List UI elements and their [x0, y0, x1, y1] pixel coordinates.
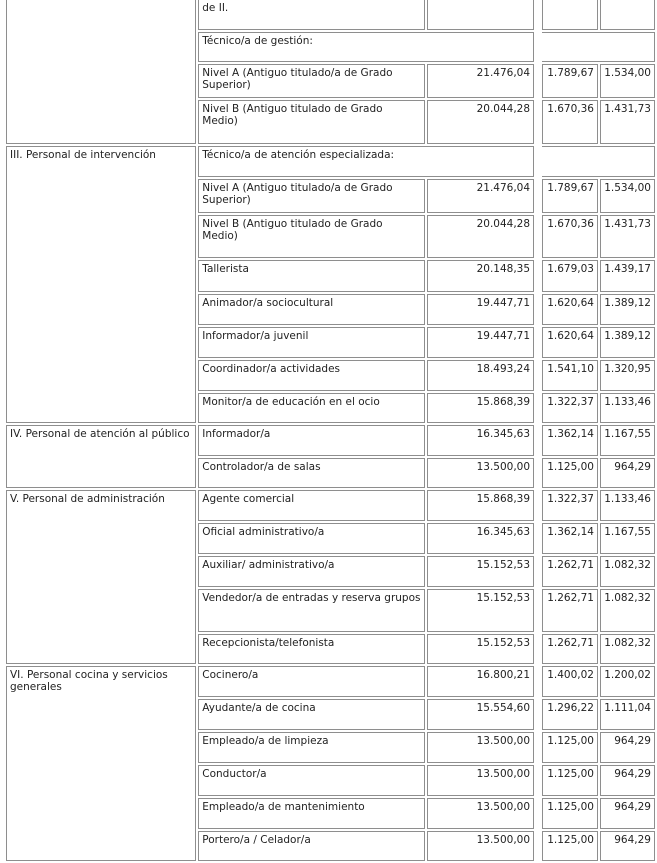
annual-salary-cell: 20.044,28 — [427, 100, 534, 144]
extra-pay-cell — [600, 0, 655, 30]
annual-salary-cell: 15.868,39 — [427, 393, 534, 423]
group-cell: VI. Personal cocina y servicios generales — [6, 666, 196, 861]
post-cell: Vendedor/a de entradas y reserva grupos — [198, 589, 425, 632]
post-cell: Nivel B (Antiguo titulado de Grado Medio) — [198, 100, 425, 144]
table-row — [6, 0, 655, 30]
monthly-salary-cell: 1.322,37 — [542, 490, 598, 521]
annual-salary-cell — [427, 0, 534, 30]
extra-pay-cell: 1.389,12 — [600, 327, 655, 358]
monthly-salary-cell: 1.322,37 — [542, 393, 598, 423]
post-cell: Recepcionista/telefonista — [198, 634, 425, 664]
monthly-salary-cell: 1.620,64 — [542, 294, 598, 325]
annual-salary-cell: 15.152,53 — [427, 634, 534, 664]
monthly-salary-cell: 1.670,36 — [542, 100, 598, 144]
extra-pay-cell: 1.111,04 — [600, 699, 655, 730]
monthly-salary-cell: 1.789,67 — [542, 64, 598, 98]
monthly-salary-cell: 1.789,67 — [542, 179, 598, 213]
extra-pay-cell: 1.082,32 — [600, 556, 655, 587]
monthly-salary-cell: 1.620,64 — [542, 327, 598, 358]
post-cell: Informador/a — [198, 425, 425, 456]
group-cell: III. Personal de intervención — [6, 146, 196, 423]
monthly-salary-cell: 1.362,14 — [542, 425, 598, 456]
monthly-salary-cell: 1.125,00 — [542, 798, 598, 829]
extra-pay-cell: 964,29 — [600, 458, 655, 488]
annual-salary-cell: 15.152,53 — [427, 556, 534, 587]
post-cell: Coordinador/a actividades — [198, 360, 425, 391]
extra-pay-cell: 1.133,46 — [600, 490, 655, 521]
monthly-salary-cell: 1.400,02 — [542, 666, 598, 697]
group-cell: IV. Personal de atención al público — [6, 425, 196, 488]
extra-pay-cell: 964,29 — [600, 732, 655, 763]
extra-pay-cell: 1.534,00 — [600, 64, 655, 98]
annual-salary-cell: 15.868,39 — [427, 490, 534, 521]
extra-pay-cell: 1.534,00 — [600, 179, 655, 213]
salary-table-body — [6, 0, 655, 861]
post-cell: Nivel B (Antiguo titulado de Grado Medio) — [198, 215, 425, 258]
monthly-salary-cell: 1.125,00 — [542, 765, 598, 796]
annual-salary-cell: 19.447,71 — [427, 327, 534, 358]
annual-salary-cell: 20.044,28 — [427, 215, 534, 258]
monthly-salary-cell: 1.541,10 — [542, 360, 598, 391]
post-cell: Nivel A (Antiguo titulado/a de Grado Superior) — [198, 64, 425, 98]
annual-salary-cell: 13.500,00 — [427, 732, 534, 763]
table-row — [6, 490, 655, 521]
extra-pay-cell: 1.320,95 — [600, 360, 655, 391]
annual-salary-cell: 21.476,04 — [427, 64, 534, 98]
annual-salary-cell: 20.148,35 — [427, 260, 534, 292]
monthly-salary-cell: 1.262,71 — [542, 634, 598, 664]
monthly-salary-cell: 1.670,36 — [542, 215, 598, 258]
post-cell: Ayudante/a de cocina — [198, 699, 425, 730]
extra-pay-cell: 1.431,73 — [600, 100, 655, 144]
annual-salary-cell: 16.800,21 — [427, 666, 534, 697]
monthly-salary-cell — [542, 0, 598, 30]
extra-pay-cell: 1.389,12 — [600, 294, 655, 325]
extra-pay-cell: 1.082,32 — [600, 634, 655, 664]
extra-pay-cell: 1.431,73 — [600, 215, 655, 258]
post-cell: Auxiliar/ administrativo/a — [198, 556, 425, 587]
annual-salary-cell: 13.500,00 — [427, 798, 534, 829]
extra-pay-cell: 1.082,32 — [600, 589, 655, 632]
post-cell: Controlador/a de salas — [198, 458, 425, 488]
post-cell: Informador/a juvenil — [198, 327, 425, 358]
annual-salary-cell: 16.345,63 — [427, 425, 534, 456]
monthly-salary-cell: 1.262,71 — [542, 589, 598, 632]
annual-salary-cell: 19.447,71 — [427, 294, 534, 325]
extra-pay-cell: 964,29 — [600, 798, 655, 829]
extra-pay-cell: 1.133,46 — [600, 393, 655, 423]
extra-pay-cell: 1.167,55 — [600, 523, 655, 554]
post-cell: Nivel A (Antiguo titulado/a de Grado Superior) — [198, 179, 425, 213]
annual-salary-cell: 13.500,00 — [427, 765, 534, 796]
annual-salary-cell: 15.152,53 — [427, 589, 534, 632]
post-cell: Conductor/a — [198, 765, 425, 796]
annual-salary-cell: 13.500,00 — [427, 458, 534, 488]
post-cell: de II. — [198, 0, 425, 30]
extra-pay-cell: 1.167,55 — [600, 425, 655, 456]
monthly-salary-cell: 1.125,00 — [542, 458, 598, 488]
table-row — [6, 666, 655, 697]
group-cell — [6, 0, 196, 144]
group-cell: V. Personal de administración — [6, 490, 196, 664]
extra-pay-cell: 964,29 — [600, 765, 655, 796]
monthly-salary-cell: 1.679,03 — [542, 260, 598, 292]
post-cell: Tallerista — [198, 260, 425, 292]
annual-salary-cell: 21.476,04 — [427, 179, 534, 213]
extra-pay-cell: 1.439,17 — [600, 260, 655, 292]
post-cell: Portero/a / Celador/a — [198, 831, 425, 861]
subheading-cell: Técnico/a de atención especializada: — [198, 146, 534, 177]
post-cell: Monitor/a de educación en el ocio — [198, 393, 425, 423]
subheading-cell: Técnico/a de gestión: — [198, 32, 534, 62]
post-cell: Agente comercial — [198, 490, 425, 521]
table-row — [6, 146, 655, 177]
post-cell: Empleado/a de limpieza — [198, 732, 425, 763]
extra-pay-cell: 964,29 — [600, 831, 655, 861]
monthly-salary-cell: 1.125,00 — [542, 732, 598, 763]
post-cell: Animador/a sociocultural — [198, 294, 425, 325]
monthly-salary-cell: 1.362,14 — [542, 523, 598, 554]
blank-cell — [542, 146, 655, 177]
blank-cell — [542, 32, 655, 62]
salary-table — [4, 0, 657, 863]
annual-salary-cell: 16.345,63 — [427, 523, 534, 554]
extra-pay-cell: 1.200,02 — [600, 666, 655, 697]
post-cell: Oficial administrativo/a — [198, 523, 425, 554]
post-cell: Cocinero/a — [198, 666, 425, 697]
annual-salary-cell: 15.554,60 — [427, 699, 534, 730]
monthly-salary-cell: 1.262,71 — [542, 556, 598, 587]
annual-salary-cell: 13.500,00 — [427, 831, 534, 861]
post-cell: Empleado/a de mantenimiento — [198, 798, 425, 829]
monthly-salary-cell: 1.125,00 — [542, 831, 598, 861]
annual-salary-cell: 18.493,24 — [427, 360, 534, 391]
table-row — [6, 425, 655, 456]
monthly-salary-cell: 1.296,22 — [542, 699, 598, 730]
